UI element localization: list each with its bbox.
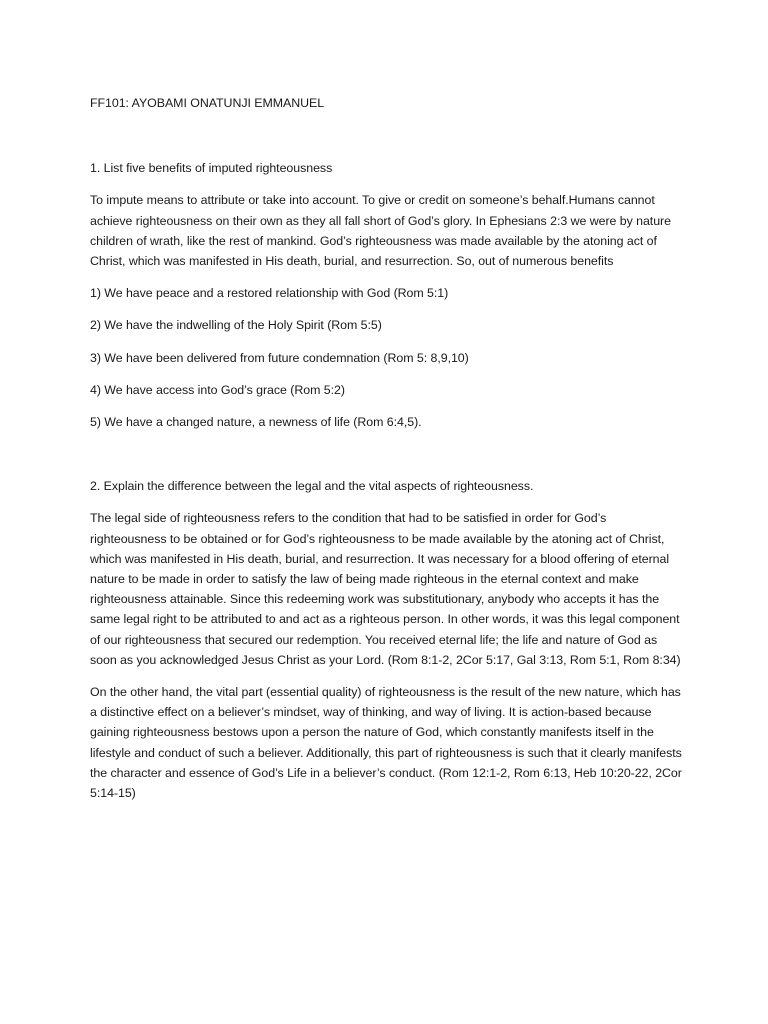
benefit-item: 4) We have access into God’s grace (Rom 5:2) [90, 382, 345, 397]
question-2-heading: 2. Explain the difference between the legal and the vital aspects of righteousness. [90, 479, 534, 494]
benefit-item: 2) We have the indwelling of the Holy Spirit (Rom 5:5) [90, 318, 382, 333]
benefit-item: 1) We have peace and a restored relationship with God (Rom 5:1) [90, 286, 449, 301]
vital-aspect-paragraph: On the other hand, the vital part (essential quality) of righteousness is the result of the new nature, which has a distinctive effect on a believer’s mindset, way of thinking, and way of living. It is action-based because gaining righteousness bestows upon a person the nature of God, which constantly manifests itself in the lifestyle and conduct of such a believer. Additionally, this part of righteousness is such that it clearly manifests the character and essence of God’s Life in a believer’s conduct. (Rom 12:1-2, Rom 6:13, Heb 10:20-22, 2Cor 5:14-15) [90, 685, 682, 801]
question-1-intro-paragraph: To impute means to attribute or take into account. To give or credit on someone’s behalf.Humans cannot achieve righteousness on their own as they all fall short of God’s glory. In Ephesians 2:3 we were by nature children of wrath, like the rest of mankind. God’s righteousness was made available by the atoning act of Christ, which was manifested in His death, burial, and resurrection. So, out of numerous benefits [90, 193, 671, 269]
document-header: FF101: AYOBAMI ONATUNJI EMMANUEL [90, 96, 325, 110]
benefit-item: 5) We have a changed nature, a newness of life (Rom 6:4,5). [90, 415, 422, 430]
document-body [90, 93, 682, 803]
benefit-item: 3) We have been delivered from future condemnation (Rom 5: 8,9,10) [90, 350, 469, 365]
legal-aspect-paragraph: The legal side of righteousness refers to the condition that had to be satisfied in order for God’s righteousness to be obtained or for God’s righteousness to be made available by the atoning act of Christ, which was manifested in His death, burial, and resurrection. It was necessary for a blood offering of eternal nature to be made in order to satisfy the law of being made righteous in the eternal context and make righteousness attainable. Since this redeeming work was substitutionary, anybody who accepts it has the same legal right to be attributed to and act as a righteous person. In other words, it was this legal component of our righteousness that secured our redemption. You received eternal life; the life and nature of God as soon as you acknowledged Jesus Christ as your Lord. (Rom 8:1-2, 2Cor 5:17, Gal 3:13, Rom 5:1, Rom 8:34) [90, 511, 681, 667]
question-1-heading: 1. List five benefits of imputed righteousness [90, 161, 333, 176]
